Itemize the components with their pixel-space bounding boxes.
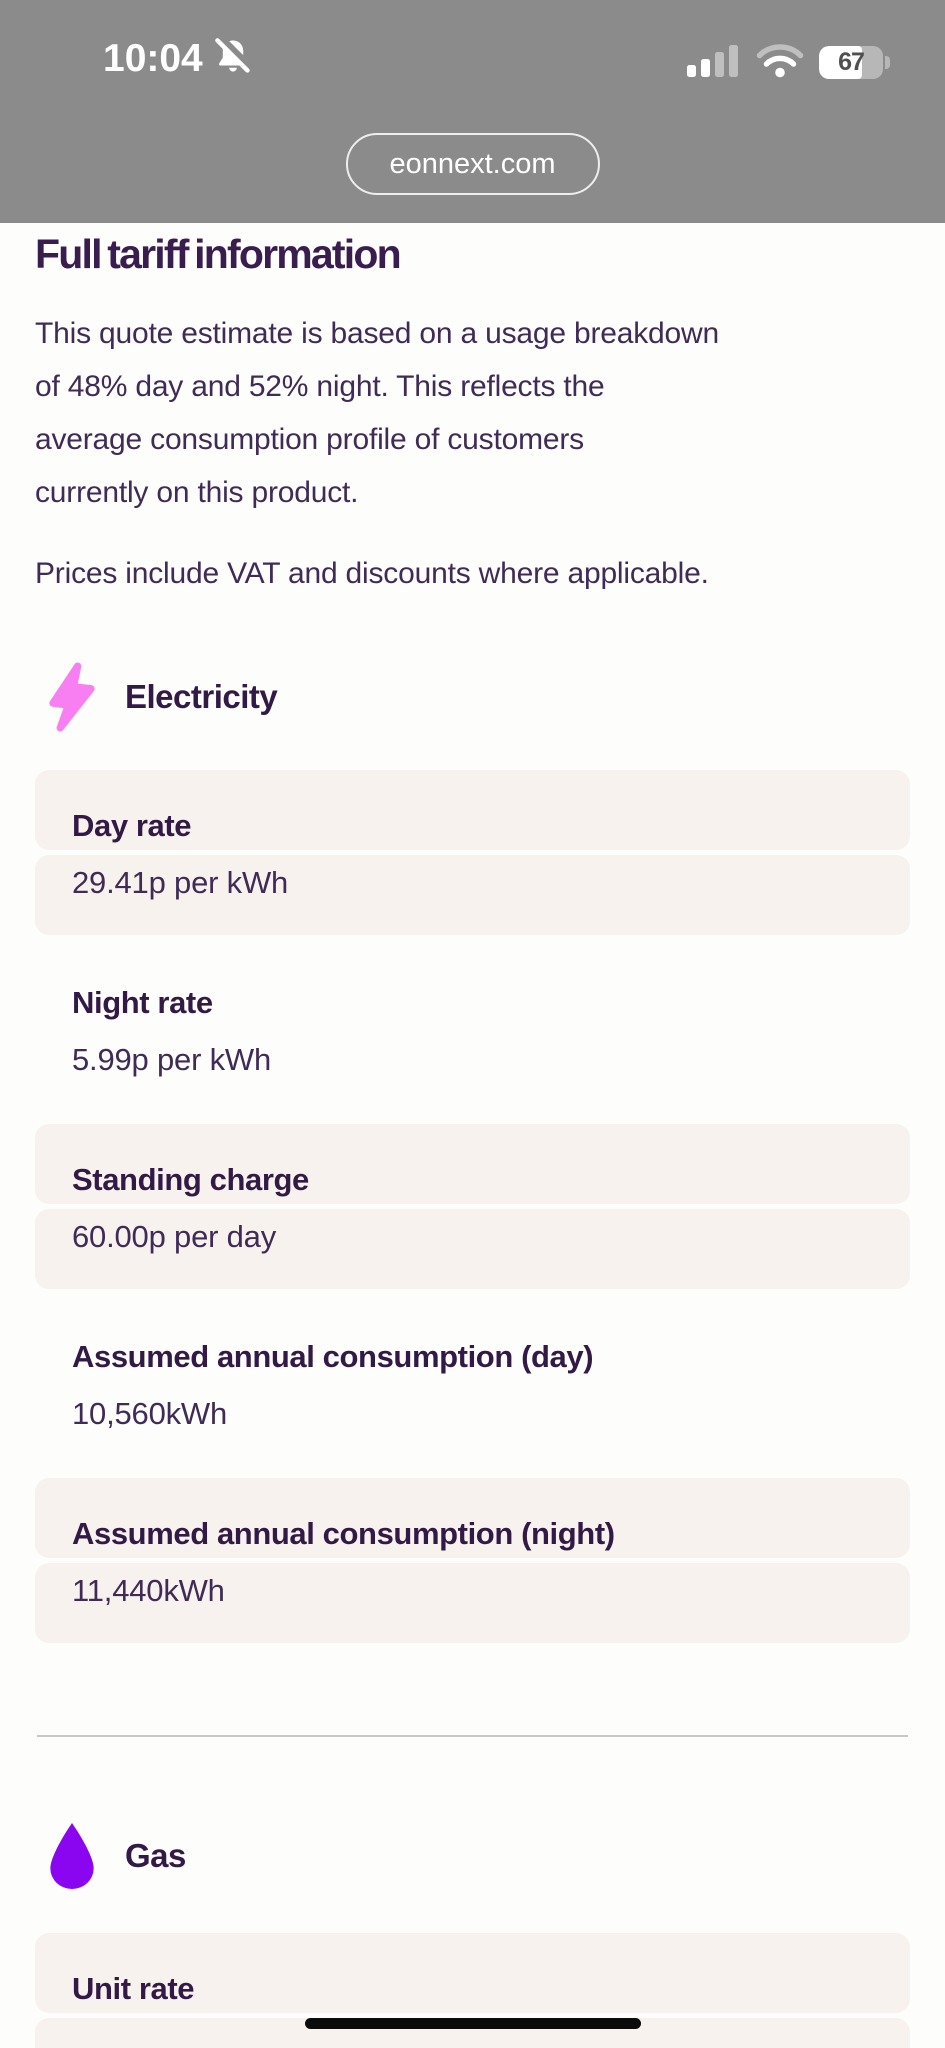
tariff-row xyxy=(35,1933,910,2048)
notifications-silenced-icon xyxy=(213,36,253,81)
tariff-row-label: Assumed annual consumption (night) xyxy=(72,1516,615,1551)
tariff-row-label: Standing charge xyxy=(72,1162,309,1197)
section-title-electricity: Electricity xyxy=(125,678,278,715)
tariff-row-value: 10,560kWh xyxy=(72,1396,228,1431)
browser-chrome xyxy=(0,0,945,223)
clock: 10:04 xyxy=(103,36,203,80)
page-content xyxy=(0,231,945,2048)
status-bar-left xyxy=(103,36,253,81)
tariff-row xyxy=(35,1124,910,1289)
tariff-row-value: 11,440kWh xyxy=(72,1573,225,1608)
lightning-bolt-icon xyxy=(35,662,109,732)
address-bar[interactable] xyxy=(345,133,599,195)
address-bar-url: eonnext.com xyxy=(389,147,556,180)
tariff-row-value: 5.99p per kWh xyxy=(72,1042,272,1077)
tariff-row xyxy=(35,770,910,935)
vat-note: Prices include VAT and discounts where applicable. xyxy=(35,557,709,590)
tariff-row-value: 29.41p per kWh xyxy=(72,865,289,900)
status-bar-right xyxy=(687,42,890,83)
intro-paragraph: This quote estimate is based on a usage breakdown of 48% day and 52% night. This reflects the average consumption profile of customers currently on this product. xyxy=(35,317,719,509)
battery-icon xyxy=(819,46,890,79)
battery-nub xyxy=(885,56,890,69)
tariff-row xyxy=(35,1478,910,1643)
gas-drop-icon xyxy=(35,1823,109,1889)
tariff-row-label: Night rate xyxy=(72,985,213,1020)
cellular-signal-icon xyxy=(687,43,741,82)
tariff-row-label: Assumed annual consumption (day) xyxy=(72,1339,594,1374)
section-title-gas: Gas xyxy=(125,1837,186,1874)
gas-rows xyxy=(35,1933,910,2048)
tariff-row xyxy=(35,947,910,1112)
tariff-row-value: 60.00p per day xyxy=(72,1219,277,1254)
home-indicator[interactable] xyxy=(305,2018,641,2029)
tariff-row xyxy=(35,1301,910,1466)
tariff-row-label: Unit rate xyxy=(72,1971,195,2006)
gas-drop-path xyxy=(50,1823,93,1889)
section-divider xyxy=(37,1735,908,1737)
battery-percent: 67 xyxy=(838,48,864,76)
section-header-electricity xyxy=(35,662,910,732)
wifi-icon xyxy=(756,42,804,83)
page-title: Full tariff information xyxy=(35,231,400,277)
electricity-rows xyxy=(35,770,910,1643)
lightning-bolt-path xyxy=(53,666,91,728)
section-header-gas xyxy=(35,1823,910,1889)
tariff-row-label: Day rate xyxy=(72,808,192,843)
